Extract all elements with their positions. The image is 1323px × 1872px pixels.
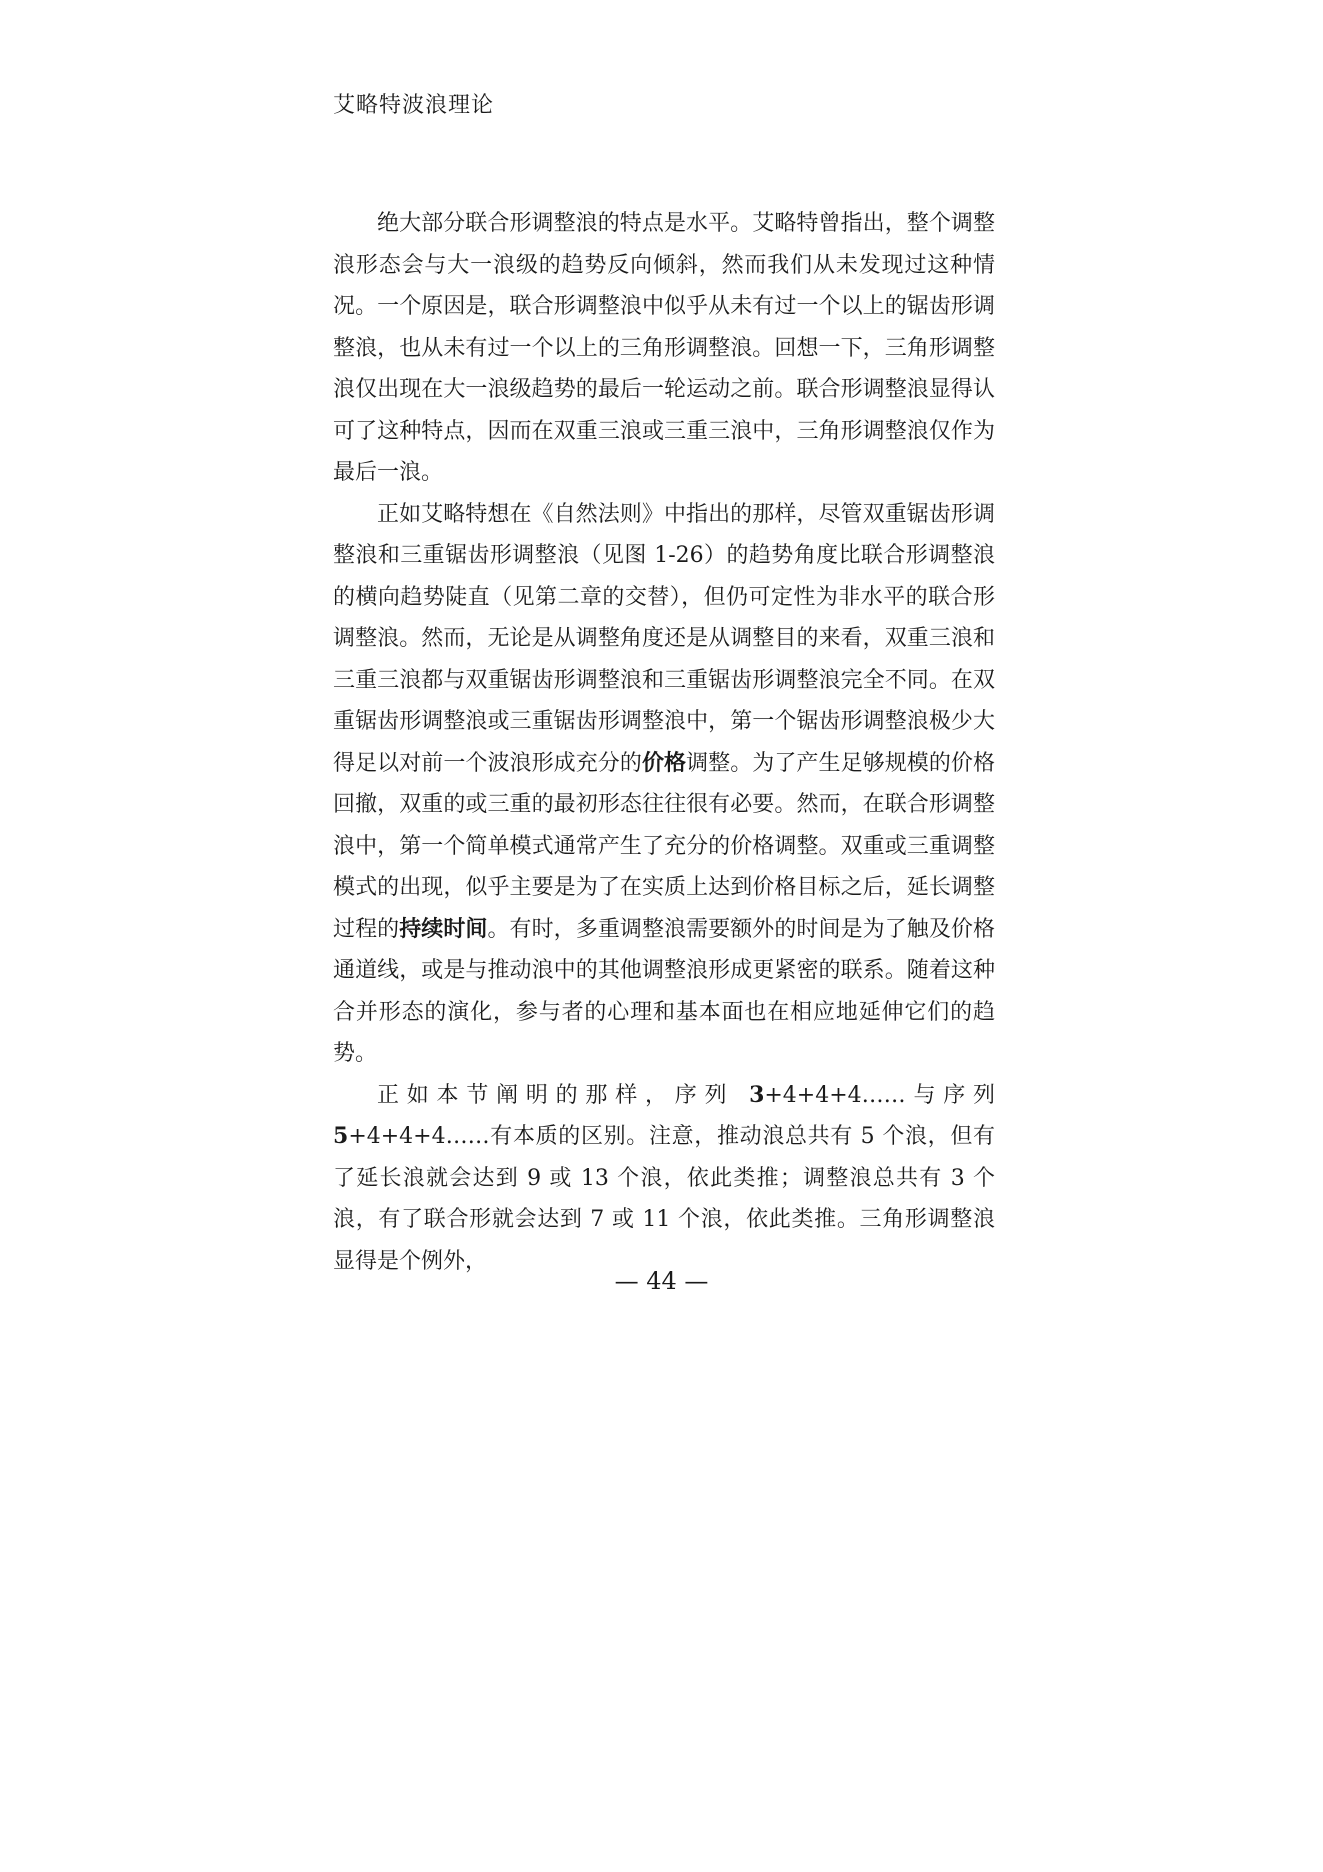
paragraph-3-part-b: +4+4+4……与序列 bbox=[764, 1082, 995, 1108]
page-number: — 44 — bbox=[614, 1267, 709, 1295]
running-header: 艾略特波浪理论 bbox=[333, 93, 495, 118]
emphasis-five: 5 bbox=[333, 1123, 349, 1149]
paragraph-2-part-a: 正如艾略特想在《自然法则》中指出的那样，尽管双重锯齿形调整浪和三重锯齿形调整浪（见图 1-26）的趋势角度比联合形调整浪的横向趋势陡直（见第二章的交替），但仍可定性为非水平的联合形调整浪。然而，无论是从调整角度还是从调整目的来看，双重三浪和三重三浪都与双重锯齿形调整浪和三重锯齿形调整浪完全不同。在双重锯齿形调整浪或三重锯齿形调整浪中，第一个锯齿形调整浪极少大得足以对前一个波浪形成充分的 bbox=[333, 501, 995, 776]
body-text bbox=[333, 203, 995, 1282]
paragraph-3-part-c: +4+4+4……有本质的区别。注意，推动浪总共有 5 个浪，但有了延长浪就会达到 9 或 13 个浪，依此类推；调整浪总共有 3 个浪，有了联合形就会达到 7 或 11 个浪，依此类推。三角形调整浪显得是个例外， bbox=[333, 1124, 995, 1274]
paragraph-2 bbox=[333, 494, 995, 1075]
emphasis-three: 3 bbox=[749, 1081, 765, 1108]
emphasis-price: 价格 bbox=[641, 749, 687, 776]
paragraph-3-part-a: 正如本节阐明的那样，序列 bbox=[377, 1082, 750, 1108]
paragraph-2-part-b: 调整。为了产生足够规模的价格回撤，双重的或三重的最初形态往往很有必要。然而，在联合形调整浪中，第一个简单模式通常产生了充分的价格调整。双重或三重调整模式的出现，似乎主要是为了在实质上达到价格目标之后，延长调整过程的 bbox=[333, 750, 995, 942]
paragraph-3 bbox=[333, 1075, 995, 1283]
paragraph-2-part-c: 。有时，多重调整浪需要额外的时间是为了触及价格通道线，或是与推动浪中的其他调整浪形成更紧密的联系。随着这种合并形态的演化，参与者的心理和基本面也在相应地延伸它们的趋势。 bbox=[333, 916, 995, 1066]
paragraph-1: 绝大部分联合形调整浪的特点是水平。艾略特曾指出，整个调整浪形态会与大一浪级的趋势反向倾斜，然而我们从未发现过这种情况。一个原因是，联合形调整浪中似乎从未有过一个以上的锯齿形调整浪，也从未有过一个以上的三角形调整浪。回想一下，三角形调整浪仅出现在大一浪级趋势的最后一轮运动之前。联合形调整浪显得认可了这种特点，因而在双重三浪或三重三浪中，三角形调整浪仅作为最后一浪。 bbox=[333, 211, 995, 485]
emphasis-duration: 持续时间 bbox=[399, 915, 488, 942]
